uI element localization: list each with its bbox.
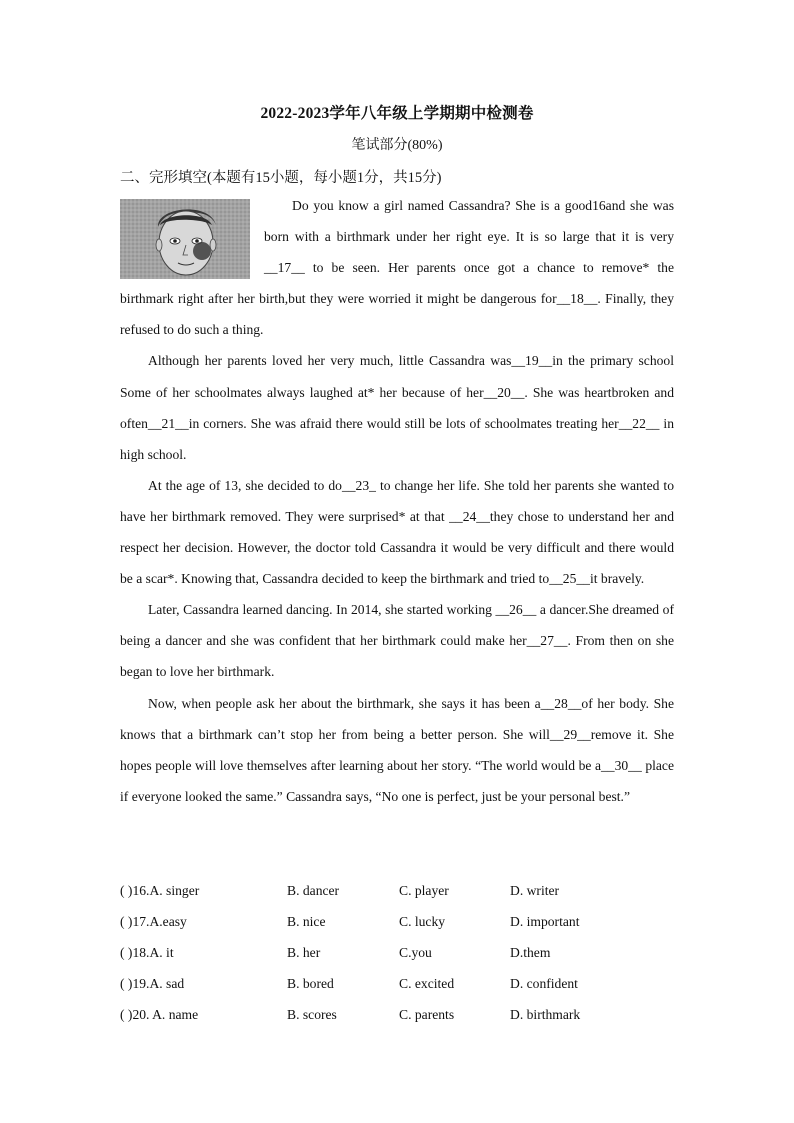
option-c: C. player bbox=[399, 883, 449, 898]
question-20 bbox=[120, 1001, 720, 1032]
option-a: ( )18.A. it bbox=[120, 945, 174, 960]
option-b: B. nice bbox=[287, 914, 326, 929]
answer-options bbox=[120, 877, 720, 1032]
option-d: D. important bbox=[510, 914, 580, 929]
exam-title: 2022-2023学年八年级上学期期中检测卷 bbox=[260, 105, 534, 122]
question-16 bbox=[120, 877, 720, 908]
question-19 bbox=[120, 970, 720, 1001]
option-c: C. lucky bbox=[399, 914, 446, 929]
paragraph-2: Although her parents loved her very much, little Cassandra was__19__in the primary school Some of her schoolmates always laughed at* her because of her__20__. She was heartbroken and often__21__in corners. She was afraid there would still be lots of schoolmates treating her__22__ in high school. bbox=[120, 353, 674, 462]
paragraph-3: At the age of 13, she decided to do__23_ to change her life. She told her parents she wanted to have her birthmark removed. They were surprised* at that __24__they chose to understand her and respect her decision. However, the doctor told Cassandra it would be very difficult and there would be a scar*. Knowing that, Cassandra decided to keep the birthmark and tried to__25__it bravely. bbox=[120, 477, 674, 587]
option-c: C. parents bbox=[399, 1007, 455, 1022]
option-a: ( )19.A. sad bbox=[120, 976, 185, 991]
paragraph-4: Later, Cassandra learned dancing. In 2014, she started working __26__ a dancer.She dreamed of being a dancer and she was confident that her birthmark could make her__27__. From then on she began to love her birthmark. bbox=[120, 602, 674, 680]
option-b: B. her bbox=[287, 945, 321, 960]
section-heading: 二、完形填空(本题有15小题，每小题1分，共15分) bbox=[120, 170, 442, 186]
option-a: ( )17.A.easy bbox=[120, 914, 187, 929]
paragraph-1: Do you know a girl named Cassandra? She is a good16and she was born with a birthmark under her right eye. It is so large that it is very __17__ to be seen. Her parents once got a chance to remove* the birthmark right after her birth,but they were worried it might be dangerous for__18__. Finally, they refused to do such a thing. bbox=[120, 198, 674, 338]
option-c: C.you bbox=[399, 945, 432, 960]
paragraph-5: Now, when people ask her about the birthmark, she says it has been a__28__of her body. She knows that a birthmark can’t stop her from being a better person. She will__29__remove it. She hopes people will love themselves after learning about her story. “The world would be a__30__ place if everyone looked the same.” Cassandra says, “No one is perfect, just be your personal best.” bbox=[120, 695, 674, 804]
option-a: ( )16.A. singer bbox=[120, 883, 200, 898]
exam-subtitle: 笔试部分(80%) bbox=[351, 138, 443, 153]
option-d: D. birthmark bbox=[510, 1007, 581, 1022]
option-b: B. bored bbox=[287, 976, 334, 991]
option-b: B. dancer bbox=[287, 883, 340, 898]
option-d: D. confident bbox=[510, 976, 578, 991]
option-a: ( )20. A. name bbox=[120, 1007, 199, 1022]
question-18 bbox=[120, 939, 720, 970]
option-c: C. excited bbox=[399, 976, 455, 991]
option-d: D.them bbox=[510, 945, 551, 960]
option-b: B. scores bbox=[287, 1007, 337, 1022]
boy-face-illustration bbox=[120, 199, 250, 279]
option-d: D. writer bbox=[510, 883, 560, 898]
question-17 bbox=[120, 908, 720, 939]
cloze-passage bbox=[120, 190, 674, 812]
